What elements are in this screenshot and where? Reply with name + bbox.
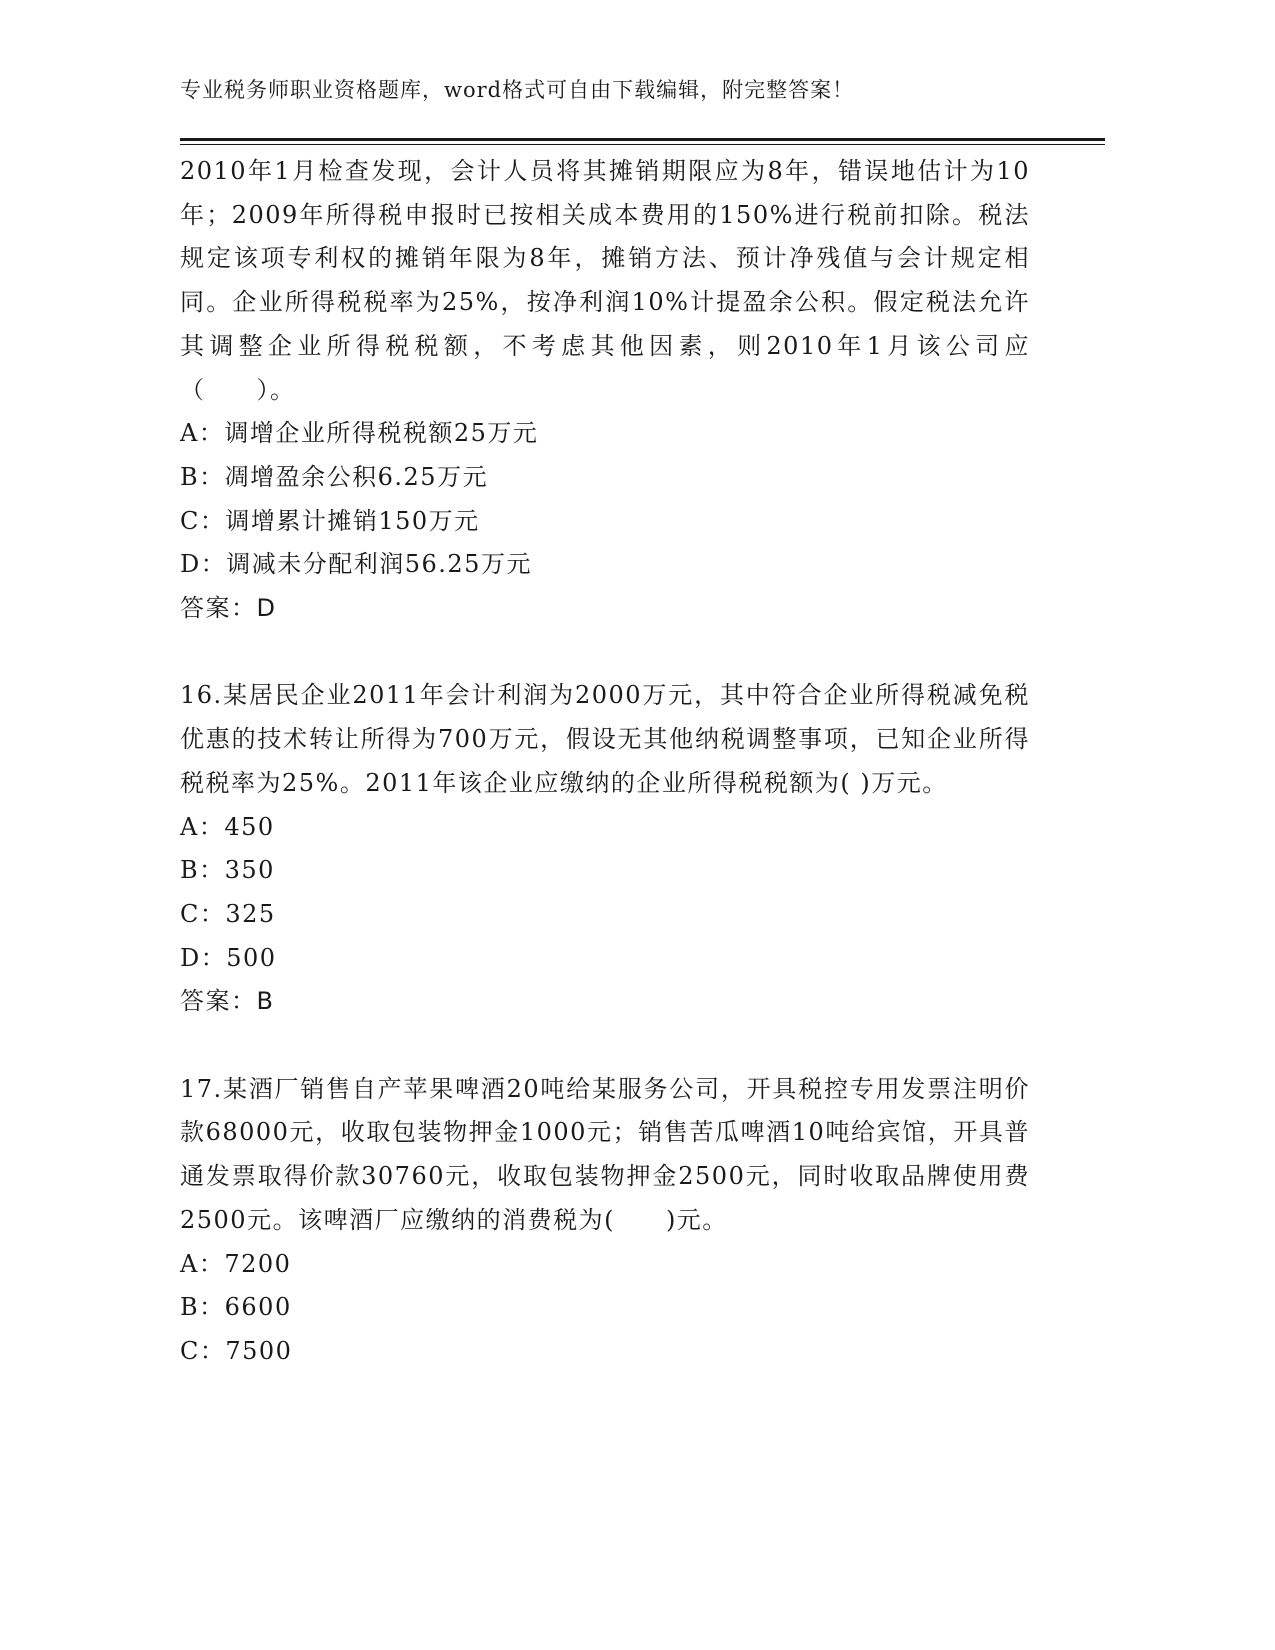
option-a: A：7200 <box>180 1249 292 1278</box>
option-c: C：7500 <box>180 1336 293 1365</box>
question-stem: 16.某居民企业2011年会计利润为2000万元，其中符合企业所得税减免税优惠的技术转让所得为700万元，假设无其他纳税调整事项，已知企业所得税税率为25%。2011年该企业应缴纳的企业所得税税额为( )万元。 <box>180 681 1030 797</box>
option-d: D：500 <box>180 943 277 972</box>
header-rule-thin <box>180 144 1105 145</box>
page-header: 专业税务师职业资格题库，word格式可自由下载编辑，附完整答案！ <box>180 78 855 102</box>
option-a: A：450 <box>180 812 275 841</box>
question-stem: 17.某酒厂销售自产苹果啤酒20吨给某服务公司，开具税控专用发票注明价款68000元，收取包装物押金1000元；销售苦瓜啤酒10吨给宾馆，开具普通发票取得价款30760元，收取包装物押金2500元，同时收取品牌使用费2500元。该啤酒厂应缴纳的消费税为( )元。 <box>180 1074 1030 1234</box>
question-list <box>180 150 1030 1374</box>
question-block <box>180 150 1030 631</box>
question-block <box>180 1068 1030 1374</box>
option-b: B：凋增盈余公积6.25万元 <box>180 462 489 491</box>
question-stem: 2010年1月检查发现，会计人员将其摊销期限应为8年，错误地估计为10年；2009年所得税申报时已按相关成本费用的150%进行税前扣除。税法规定该项专利权的摊销年限为8年，摊销方法、预计净残值与会计规定相同。企业所得税税率为25%，按净利润10%计提盈余公积。假定税法允许其调整企业所得税税额，不考虑其他因素，则2010年1月该公司应（ ）。 <box>180 157 1030 404</box>
option-a: A：调增企业所得税税额25万元 <box>180 419 539 448</box>
option-c: C：调增累计摊销150万元 <box>180 506 480 535</box>
option-b: B：350 <box>180 856 275 885</box>
answer-line: 答案：B <box>180 987 275 1016</box>
option-d: D：调减未分配利润56.25万元 <box>180 550 532 579</box>
option-c: C：325 <box>180 899 276 928</box>
question-block <box>180 674 1030 1024</box>
answer-line: 答案：D <box>180 594 277 623</box>
option-b: B：6600 <box>180 1293 292 1322</box>
header-rule-thick <box>180 138 1105 141</box>
